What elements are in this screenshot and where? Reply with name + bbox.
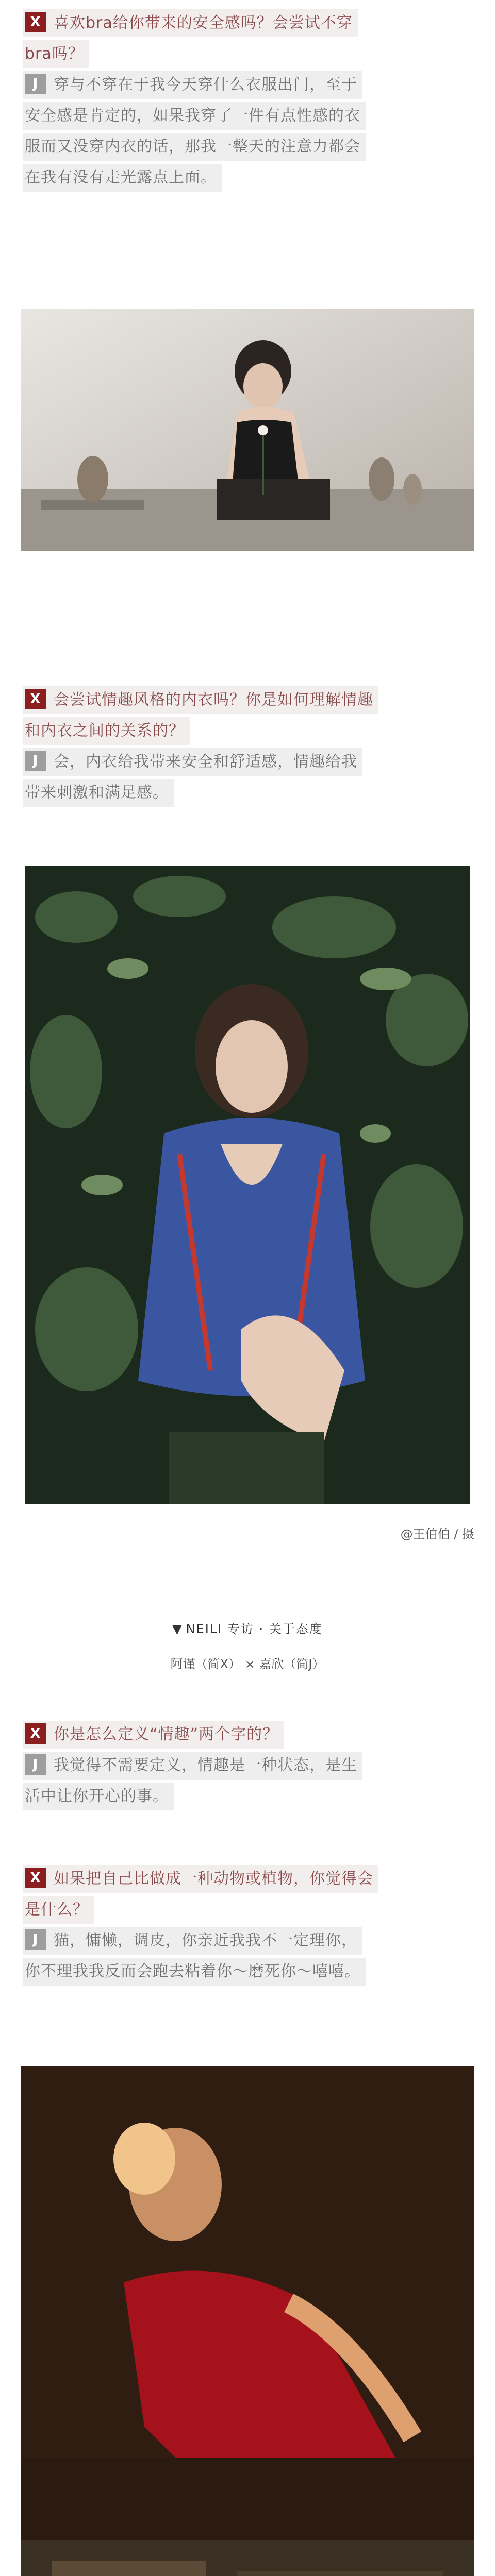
question: X 会尝试情趣风格的内衣吗？你是如何理解情趣 和内衣之间的关系的？: [23, 686, 472, 745]
question: X 如果把自己比做成一种动物或植物，你觉得会 是什么？: [23, 1865, 472, 1924]
j-tag: J: [25, 1754, 46, 1775]
x-tag: X: [25, 1723, 46, 1744]
j-tag: J: [25, 1929, 46, 1950]
photo-woman-red-dress: [21, 2066, 474, 2576]
photo-woman-in-garden: [25, 866, 470, 1504]
question: X 喜欢bra给你带来的安全感吗？会尝试不穿 bra吗？: [23, 9, 472, 68]
x-tag: X: [25, 1868, 46, 1888]
answer: J 会，内衣给我带来安全和舒适感，情趣给我 带来刺激和满足感。: [23, 748, 472, 807]
qa-block-animal: [23, 1865, 472, 1989]
qa-block-lingerie: [23, 686, 472, 810]
photo-woman-on-chair: [21, 309, 474, 551]
qa-block-bra: [23, 9, 472, 195]
triangle-down-icon: ▼: [172, 1622, 183, 1636]
j-tag: J: [25, 74, 46, 94]
j-tag: J: [25, 751, 46, 771]
question: X 你是怎么定义“情趣”两个字的？: [23, 1721, 472, 1749]
interview-title: ▼ NEILI 专访 · 关于态度: [172, 1622, 323, 1636]
answer: J 猫，慵懒，调皮，你亲近我我不一定理你， 你不理我我反而会跑去粘着你～磨死你～嘻嘻。: [23, 1927, 472, 1986]
qa-block-definition: [23, 1721, 472, 1814]
interview-names: 阿谨（简X） × 嘉欣（简J）: [170, 1657, 325, 1671]
answer: J 穿与不穿在于我今天穿什么衣服出门，至于 安全感是肯定的，如果我穿了一件有点性感的衣 服而又没穿内衣的话，那我一整天的注意力都会 在我有没有走光露点上面。: [23, 71, 472, 192]
x-tag: X: [25, 12, 46, 32]
x-tag: X: [25, 689, 46, 709]
photo-credit: @王伯伯 / 摄: [400, 1527, 474, 1541]
answer: J 我觉得不需要定义，情趣是一种状态，是生 活中让你开心的事。: [23, 1752, 472, 1810]
